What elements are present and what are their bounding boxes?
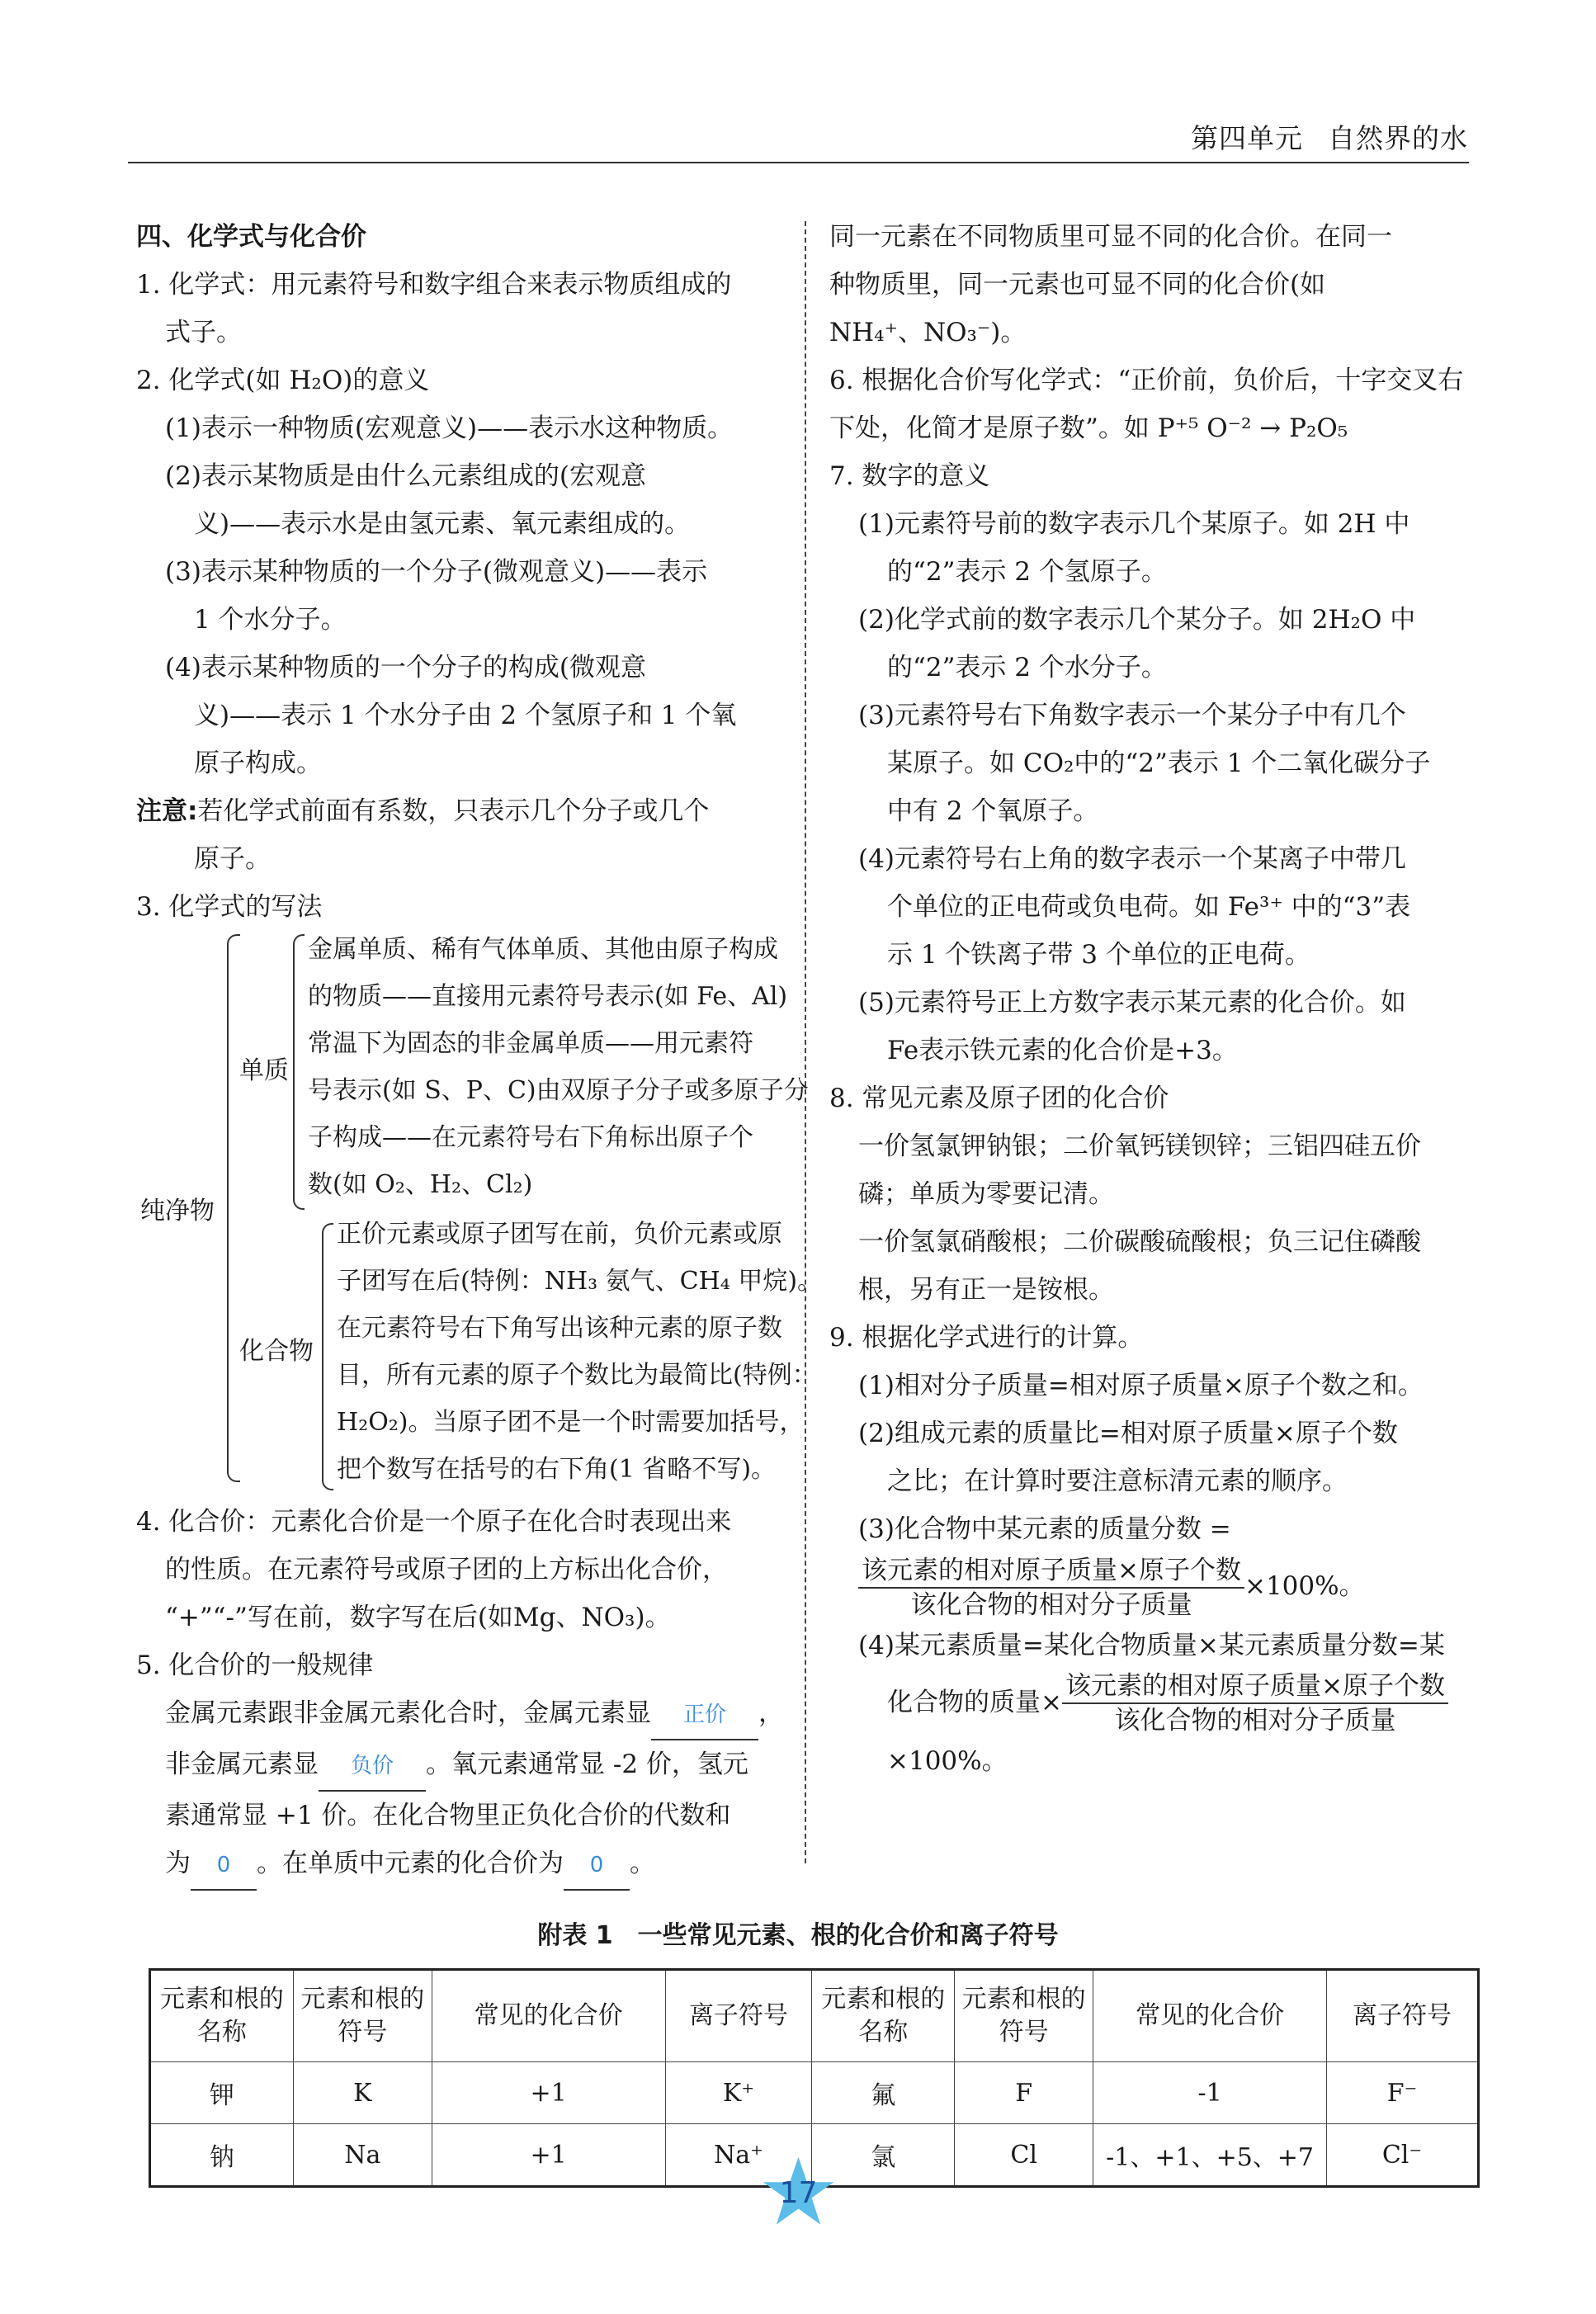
note-cont: 原子。 bbox=[194, 844, 271, 874]
digit-4: (4)元素符号右上角的数字表示一个某离子中带几 bbox=[858, 844, 1406, 874]
compound-rule-5: H₂O₂)。当原子团不是一个时需要加括号， bbox=[337, 1408, 805, 1437]
digit-2: (2)化学式前的数字表示几个某分子。如 2H₂O 中 bbox=[858, 605, 1416, 635]
valence-rhyme-2-cont: 根，另有正一是铵根。 bbox=[858, 1275, 1114, 1305]
calc-3: (3)化合物中某元素的质量分数 = bbox=[858, 1514, 1231, 1544]
valence-rhyme-2: 一价氢氯硝酸根；二价碳酸硫酸根；负三记住磷酸 bbox=[858, 1227, 1421, 1257]
single-rule-3: 常温下为固态的非金属单质——用元素符 bbox=[308, 1029, 753, 1058]
calc-3-tail: ×100%。 bbox=[1244, 1571, 1365, 1601]
digit-4-cont: 个单位的正电荷或负电荷。如 Fe³⁺ 中的“3”表 bbox=[887, 892, 1411, 922]
single-rule-4: 号表示(如 S、P、C)由双原子分子或多原子分 bbox=[308, 1076, 809, 1105]
rule-1: 金属元素跟非金属元素化合时，金属元素显 正价 ， bbox=[136, 1689, 788, 1740]
compound-rule-6: 把个数写在括号的右下角(1 省略不写)。 bbox=[337, 1455, 777, 1484]
single-rule-6: 数(如 O₂、H₂、Cl₂) bbox=[308, 1170, 533, 1199]
table-header-row bbox=[150, 1970, 1479, 2062]
item-4-cont: 的性质。在元素符号或原子团的上方标出化合价， bbox=[165, 1555, 728, 1584]
table-cell: 钠 bbox=[150, 2124, 294, 2187]
answer-blank-3[interactable]: 0 bbox=[191, 1841, 257, 1891]
single-rules bbox=[308, 926, 809, 1208]
r-text-2: 种物质里，同一元素也可显不同的化合价(如 bbox=[829, 270, 1326, 300]
item-1: 1. 化学式：用元素符号和数字组合来表示物质组成的 bbox=[136, 270, 732, 300]
right-column bbox=[829, 213, 1477, 1785]
digit-5-cont: Fe表示铁元素的化合价是+3。 bbox=[887, 1036, 1238, 1065]
table-cell: K bbox=[293, 2062, 432, 2124]
rule-4-mid: 。在单质中元素的化合价为 bbox=[257, 1849, 564, 1878]
compound-rule-3: 在元素符号右下角写出该种元素的原子数 bbox=[337, 1314, 782, 1343]
calc-4: (4)某元素质量=某化合物质量×某元素质量分数=某 bbox=[858, 1630, 1445, 1660]
table-cell: Cl⁻ bbox=[1327, 2124, 1479, 2187]
digit-1: (1)元素符号前的数字表示几个某原子。如 2H 中 bbox=[858, 509, 1410, 539]
meaning-4: (4)表示某种物质的一个分子的构成(微观意 bbox=[165, 653, 647, 682]
compound-rule-2: 子团写在后(特例：NH₃ 氨气、CH₄ 甲烷)。 bbox=[337, 1267, 823, 1296]
table-cell: Na bbox=[293, 2124, 432, 2187]
tree-root: 纯净物 bbox=[140, 1197, 215, 1225]
single-rule-5: 子构成——在元素符号右下角标出原子个 bbox=[308, 1123, 753, 1152]
header-rule bbox=[128, 162, 1469, 163]
meaning-4-cont2: 原子构成。 bbox=[194, 749, 322, 778]
mass-fraction bbox=[858, 1554, 1244, 1622]
left-column bbox=[136, 213, 788, 931]
digit-5: (5)元素符号正上方数字表示某元素的化合价。如 bbox=[858, 988, 1406, 1018]
single-rule-2: 的物质——直接用元素符号表示(如 Fe、Al) bbox=[308, 982, 788, 1011]
rule-1-text: 金属元素跟非金属元素化合时，金属元素显 bbox=[165, 1698, 651, 1728]
item-6: 6. 根据化合价写化学式：“正价前，负价后，十字交叉右 bbox=[829, 366, 1464, 395]
formula-writing-tree bbox=[136, 926, 823, 1495]
th-ion-1: 离子符号 bbox=[665, 1970, 812, 2062]
digit-3: (3)元素符号右下角数字表示一个某分子中有几个 bbox=[858, 701, 1406, 730]
meaning-1: (1)表示一种物质(宏观意义)——表示水这种物质。 bbox=[165, 413, 734, 443]
calc-2: (2)组成元素的质量比=相对原子质量×原子个数 bbox=[858, 1419, 1398, 1448]
page-number: 17 bbox=[779, 2176, 818, 2210]
compound-rules bbox=[337, 1211, 822, 1493]
compound-rule-1: 正价元素或原子团写在前，负价元素或原 bbox=[337, 1220, 782, 1249]
item-7: 7. 数字的意义 bbox=[829, 461, 990, 491]
item-8: 8. 常见元素及原子团的化合价 bbox=[829, 1084, 1169, 1113]
mass-fraction-numerator: 该元素的相对原子质量×原子个数 bbox=[858, 1554, 1244, 1589]
compound-brace bbox=[322, 1223, 333, 1490]
rule-4 bbox=[136, 1839, 788, 1891]
meaning-3: (3)表示某种物质的一个分子(微观意义)——表示 bbox=[165, 557, 708, 587]
page-header bbox=[1191, 117, 1468, 156]
note-text: 若化学式前面有系数，只表示几个分子或几个 bbox=[197, 796, 710, 826]
meaning-2: (2)表示某物质是由什么元素组成的(宏观意 bbox=[165, 461, 647, 491]
calc-4-prefix: 化合物的质量× bbox=[887, 1687, 1062, 1717]
table-cell: F bbox=[955, 2062, 1093, 2124]
section-title: 四、化学式与化合价 bbox=[136, 222, 366, 252]
unit-title: 自然界的水 bbox=[1328, 122, 1468, 154]
rule-3: 素通常显 +1 价。在化合物里正负化合价的代数和 bbox=[165, 1801, 731, 1830]
table-cell: 氟 bbox=[812, 2062, 955, 2124]
digit-4-cont2: 示 1 个铁离子带 3 个单位的正电荷。 bbox=[887, 940, 1310, 970]
th-symbol-1: 元素和根的符号 bbox=[293, 1970, 432, 2062]
single-rule-1: 金属单质、稀有气体单质、其他由原子构成 bbox=[308, 935, 778, 964]
table-cell: Na⁺ bbox=[665, 2124, 812, 2187]
table-cell: +1 bbox=[432, 2124, 665, 2187]
left-column-lower bbox=[136, 1498, 788, 1891]
rule-2-text: 非金属元素显 bbox=[165, 1750, 319, 1779]
rule-2-tail: 。氧元素通常显 -2 价，氢元 bbox=[426, 1750, 748, 1779]
item-6-cont-text: 下处，化简才是原子数”。如 bbox=[829, 413, 1150, 443]
single-brace bbox=[293, 934, 305, 1210]
element-mass-denominator: 该化合物的相对分子质量 bbox=[1114, 1706, 1396, 1736]
item-9: 9. 根据化学式进行的计算。 bbox=[829, 1323, 1144, 1353]
table-cell: 钾 bbox=[150, 2062, 294, 2124]
digit-1-cont: 的“2”表示 2 个氢原子。 bbox=[887, 557, 1167, 587]
table-cell: Cl bbox=[955, 2124, 1093, 2187]
answer-blank-4[interactable]: 0 bbox=[564, 1841, 630, 1891]
tree-single: 单质 bbox=[239, 1056, 289, 1085]
th-valence-1: 常见的化合价 bbox=[432, 1970, 665, 2062]
table-cell: +1 bbox=[432, 2062, 665, 2124]
meaning-3-cont: 1 个水分子。 bbox=[194, 605, 347, 635]
note-label: 注意: bbox=[136, 796, 198, 826]
item-1-cont: 式子。 bbox=[165, 318, 242, 347]
item-4-cont2: “+”“-”写在前，数字写在后(如Mg、NO₃)。 bbox=[165, 1603, 671, 1632]
element-mass-fraction bbox=[1062, 1669, 1448, 1737]
mass-fraction-denominator: 该化合物的相对分子质量 bbox=[910, 1589, 1192, 1620]
th-ion-2: 离子符号 bbox=[1327, 1970, 1479, 2062]
root-brace bbox=[227, 934, 240, 1482]
meaning-2-cont: 义)——表示水是由氢元素、氧元素组成的。 bbox=[194, 509, 691, 539]
answer-blank-1[interactable]: 正价 bbox=[651, 1691, 758, 1740]
calc-1: (1)相对分子质量=相对原子质量×原子个数之和。 bbox=[858, 1371, 1424, 1400]
item-5: 5. 化合价的一般规律 bbox=[136, 1650, 374, 1680]
cross-method-formula: P⁺⁵ O⁻² → P₂O₅ bbox=[1157, 413, 1348, 443]
unit-label: 第四单元 bbox=[1191, 122, 1303, 154]
valence-rhyme-1: 一价氢氯钾钠银；二价氧钙镁钡锌；三铝四硅五价 bbox=[858, 1131, 1421, 1161]
calc-3-formula bbox=[829, 1553, 1477, 1622]
table-cell: K⁺ bbox=[665, 2062, 812, 2124]
item-6-cont bbox=[829, 404, 1477, 452]
rule-2 bbox=[136, 1740, 788, 1792]
r-text-1: 同一元素在不同物质里可显不同的化合价。在同一 bbox=[829, 222, 1392, 252]
table-caption: 附表 1 一些常见元素、根的化合价和离子符号 bbox=[537, 1921, 1059, 1950]
r-text-3: NH₄⁺、NO₃⁻)。 bbox=[829, 318, 1027, 347]
th-name-2: 元素和根的名称 bbox=[812, 1970, 955, 2062]
item-4: 4. 化合价：元素化合价是一个原子在化合时表现出来 bbox=[136, 1507, 732, 1537]
calc-2-cont: 之比；在计算时要注意标清元素的顺序。 bbox=[887, 1466, 1348, 1496]
th-name-1: 元素和根的名称 bbox=[150, 1970, 294, 2062]
item-2: 2. 化学式(如 H₂O)的意义 bbox=[136, 366, 430, 395]
table-cell: -1、+1、+5、+7 bbox=[1093, 2124, 1327, 2187]
answer-blank-2[interactable]: 负价 bbox=[319, 1742, 426, 1792]
rule-4-tail: 。 bbox=[630, 1849, 655, 1878]
digit-2-cont: 的“2”表示 2 个水分子。 bbox=[887, 653, 1167, 682]
rule-4-text: 为 bbox=[165, 1849, 191, 1878]
table-cell: F⁻ bbox=[1327, 2062, 1479, 2124]
compound-rule-4: 目，所有元素的原子个数比为最简比(特例： bbox=[337, 1361, 817, 1390]
table-row bbox=[150, 2062, 1479, 2124]
th-valence-2: 常见的化合价 bbox=[1093, 1970, 1327, 2062]
element-mass-numerator: 该元素的相对原子质量×原子个数 bbox=[1062, 1669, 1448, 1704]
tree-compound: 化合物 bbox=[239, 1337, 314, 1366]
calc-4-tail: ×100%。 bbox=[887, 1746, 1008, 1776]
table-cell: 氯 bbox=[812, 2124, 955, 2187]
table-cell: -1 bbox=[1093, 2062, 1327, 2124]
meaning-4-cont: 义)——表示 1 个水分子由 2 个氢原子和 1 个氧 bbox=[194, 701, 737, 730]
digit-3-cont: 某原子。如 CO₂中的“2”表示 1 个二氧化碳分子 bbox=[887, 749, 1431, 778]
item-3: 3. 化学式的写法 bbox=[136, 892, 323, 922]
note bbox=[136, 787, 788, 835]
digit-3-cont2: 中有 2 个氧原子。 bbox=[887, 796, 1099, 826]
calc-4-formula bbox=[829, 1669, 1477, 1738]
valence-rhyme-1-cont: 磷；单质为零要记清。 bbox=[858, 1179, 1114, 1209]
th-symbol-2: 元素和根的符号 bbox=[955, 1970, 1093, 2062]
